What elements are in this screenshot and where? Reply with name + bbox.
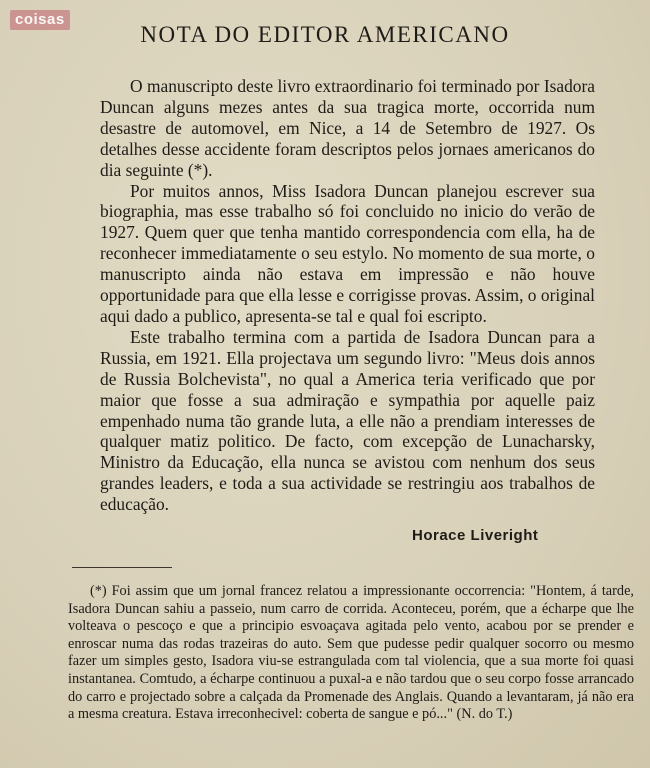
paragraph: O manuscripto deste livro extraordinario foi terminado por Isadora Duncan alguns mezes antes da sua tragica morte, occorrida num desastre de automovel, em Nice, a 14 de Setembro de 1927. Os detalhes desse accidente foram descriptos pelos jornaes americanos do dia seguinte (*). [100, 76, 595, 180]
paragraph: Por muitos annos, Miss Isadora Duncan planejou escrever sua biographia, mas esse trabalho só foi concluido no inicio do verão de 1927. Quem quer que tenha mantido correspondencia com ella, ha de reconhecer immediatamente o seu estylo. No momento de sua morte, o manuscripto ainda não estava em impressão e não houve opportunidade para que ella lesse e corrigisse provas. Assim, o original aqui dado a publico, apresenta-se tal e qual foi escripto. [100, 180, 595, 326]
signature: Horace Liveright [412, 527, 539, 544]
main-text [100, 76, 595, 515]
watermark-logo: coisas [10, 10, 70, 30]
paragraph: Este trabalho termina com a partida de Isadora Duncan para a Russia, em 1921. Ella projectava um segundo livro: "Meus dois annos de Russia Bolchevista", no qual a America teria verificado que por maior que fosse a sua admiração e sympathia por aquelle paiz empenhado numa tão grande luta, a elle não a prendiam interesses de qualquer matiz politico. De facto, com excepção de Lunacharsky, Ministro da Educação, ella nunca se avistou com nenhum dos seus grandes leaders, e toda a sua actividade se restringiu aos trabalhos de educação. [100, 326, 595, 515]
footnote-divider [72, 567, 172, 568]
page-title: NOTA DO EDITOR AMERICANO [140, 22, 510, 47]
footnote-text: (*) Foi assim que um jornal francez relatou a impressionante occorrencia: "Hontem, á tarde, Isadora Duncan sahiu a passeio, num carro de corrida. Aconteceu, porém, que a écharpe que lhe volteava o pescoço e que a principio esvoaçava agitada pelo vento, acabou por se prender e enroscar numa das rodas trazeiras do auto. Sem que pudesse pedir qualquer socorro ou mesmo fazer um simples gesto, Isadora viu-se estrangulada com tal violencia, que a sua morte foi quasi instantanea. Comtudo, a écharpe continuou a puxal-a e não tardou que o seu corpo fosse arrancado do carro e projectado sobre a calçada da Promenade des Anglais. Quando a levantaram, já não era a mesma creatura. Estava irreconhecivel: coberta de sangue e pó..." (N. do T.) [68, 583, 634, 723]
footnote [68, 583, 634, 724]
